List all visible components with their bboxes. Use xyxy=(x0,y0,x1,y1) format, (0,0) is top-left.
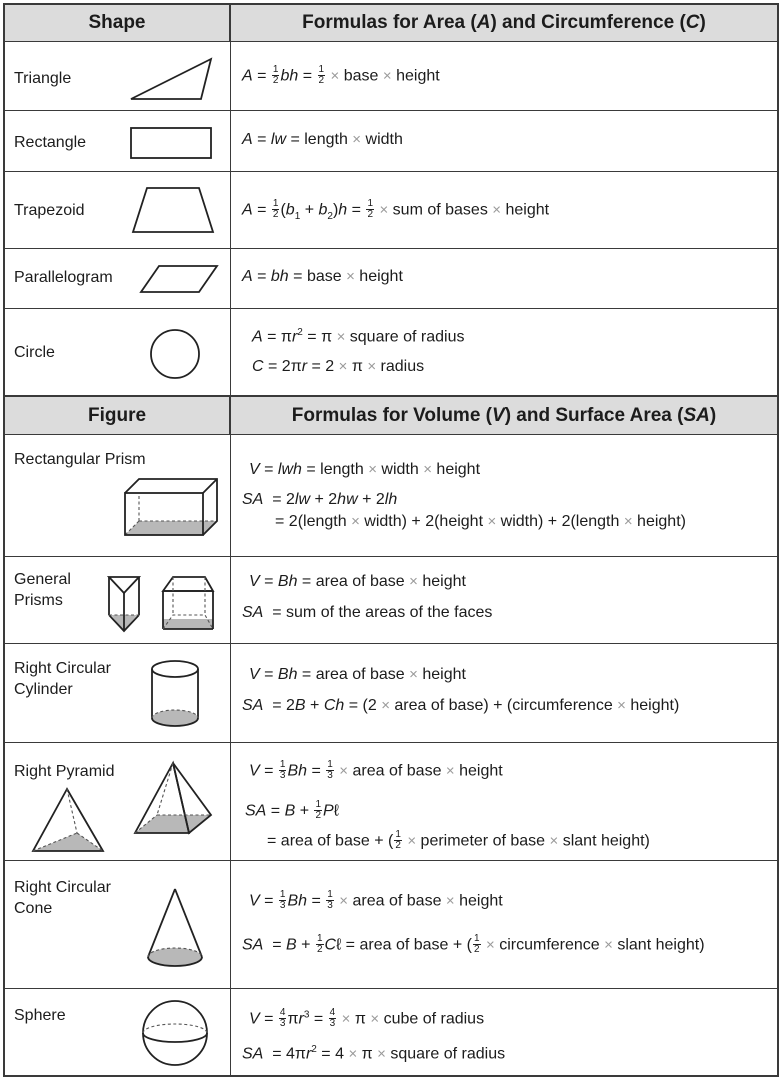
rectangle-row xyxy=(5,111,777,172)
triangle-row xyxy=(5,42,777,111)
volume-formulas-column-header: Formulas for Volume (V) and Surface Area (SA) xyxy=(291,404,717,426)
cylinder-row xyxy=(5,644,777,743)
triangle-icon xyxy=(125,52,217,104)
figure-column-header: Figure xyxy=(5,397,231,434)
circle-circumference-formula: C = 2πr = 2 × π × radius xyxy=(252,358,425,375)
trapezoid-icon xyxy=(127,182,219,238)
pentagonal-prism-icon xyxy=(155,571,221,635)
rectangle-label: Rectangle xyxy=(14,134,87,151)
cone-label-line2: Cone xyxy=(14,900,53,917)
cylinder-icon xyxy=(145,658,205,734)
pyramid-label: Right Pyramid xyxy=(14,763,115,780)
circle-label: Circle xyxy=(14,344,55,361)
parallelogram-formula: A = bh = base × height xyxy=(242,268,403,285)
rectangular-prism-label: Rectangular Prism xyxy=(14,451,146,468)
general-prisms-volume-formula: V = Bh = area of base × height xyxy=(249,573,466,590)
cylinder-label-line2: Cylinder xyxy=(14,681,73,698)
rectangle-icon xyxy=(125,123,217,163)
trapezoid-label: Trapezoid xyxy=(14,202,85,219)
cone-icon xyxy=(143,885,207,971)
circle-row xyxy=(5,309,777,395)
triangle-label: Triangle xyxy=(14,70,72,87)
general-prisms-label-line2: Prisms xyxy=(14,592,63,609)
general-prisms-surface-formula: SA = sum of the areas of the faces xyxy=(242,604,493,621)
rectangular-prism-row xyxy=(5,435,777,557)
sphere-label: Sphere xyxy=(14,1007,66,1024)
rectangle-formula: A = lw = length × width xyxy=(242,131,403,148)
circle-area-formula: $A = \pi r^2 = \pi$ × square of radius xyxy=(252,327,465,346)
cylinder-label-line1: Right Circular xyxy=(14,660,111,677)
pyramid-surface-formula: SA = B + $\frac{1}{2}$ Pℓ xyxy=(245,799,339,821)
square-pyramid-icon xyxy=(129,757,217,839)
formula-sheet xyxy=(3,3,779,1077)
parallelogram-icon xyxy=(139,261,223,297)
volume-table-header xyxy=(5,395,777,435)
general-prisms-row xyxy=(5,557,777,644)
cone-row xyxy=(5,861,777,989)
circle-icon xyxy=(145,327,205,381)
rectangular-prism-volume-formula: V = lwh = length × width × height xyxy=(249,461,481,478)
sphere-icon xyxy=(137,997,213,1069)
triangular-prism-icon xyxy=(103,571,145,635)
rectangular-prism-icon xyxy=(117,475,225,541)
pyramid-surface-expanded: = area of base + ( $\frac{1}{2}$ × perimeter of base × slant height) xyxy=(267,829,650,851)
triangular-pyramid-icon xyxy=(27,785,111,855)
shape-column-header: Shape xyxy=(5,5,231,41)
cylinder-volume-formula: V = Bh = area of base × height xyxy=(249,666,466,683)
cone-volume-formula: V = $\frac{1}{3}$ Bh = $\frac{1}{3}$ × area of base × height xyxy=(249,889,503,911)
cone-label-line1: Right Circular xyxy=(14,879,111,896)
cylinder-surface-formula: SA = 2B + Ch = (2 × area of base) + (circumference × height) xyxy=(242,697,680,714)
rectangular-prism-surface-expanded: = 2(length × width) + 2(height × width) + 2(length × height) xyxy=(275,513,686,530)
area-table-header xyxy=(5,5,777,42)
rectangular-prism-surface-formula: SA = 2lw + 2hw + 2lh xyxy=(242,491,398,508)
general-prisms-label-line1: General xyxy=(14,571,71,588)
sphere-row xyxy=(5,989,777,1075)
pyramid-row xyxy=(5,743,777,861)
parallelogram-row xyxy=(5,249,777,309)
trapezoid-row xyxy=(5,172,777,249)
area-formulas-column-header: Formulas for Area (A) and Circumference (C) xyxy=(302,12,706,33)
cone-surface-formula: SA = B + $\frac{1}{2}$ Cℓ = area of base + ( $\frac{1}{2}$ × circumference × slant height) xyxy=(242,933,705,955)
parallelogram-label: Parallelogram xyxy=(14,269,113,286)
sphere-volume-formula: V = $\frac{4}{3}$ $\pi r^3$ = $\frac{4}{3}$ × π × cube of radius xyxy=(249,1007,485,1029)
triangle-formula: A = $\frac{1}{2}$ bh = $\frac{1}{2}$ × base × height xyxy=(242,64,440,86)
sphere-surface-formula: SA = $4\pi r^2 = 4 \times \pi$ × square of radius xyxy=(242,1044,506,1063)
trapezoid-formula: A = $\frac{1}{2}$ $(b_1 + b_2)h$ = $\frac{1}{2}$ × sum of bases × height xyxy=(242,198,550,222)
pyramid-volume-formula: V = $\frac{1}{3}$ Bh = $\frac{1}{3}$ × area of base × height xyxy=(249,759,503,781)
